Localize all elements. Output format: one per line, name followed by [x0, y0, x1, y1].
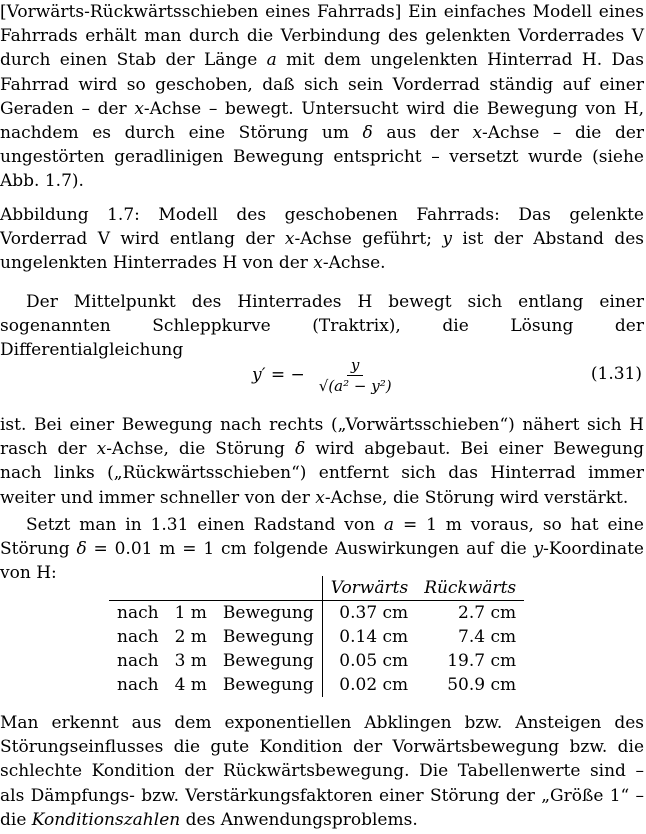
table-cell-forward: 0.37 cm [322, 601, 416, 626]
math-delta: δ [362, 123, 373, 144]
emphasis-term: Konditionszahlen [31, 809, 181, 830]
table-row [109, 601, 524, 626]
paragraph-condition-numbers: Man erkennt aus dem exponentiellen Abklingen bzw. Ansteigen des Störungseinflusses die gute Kondition der Vorwärtsbewegung bzw. die schlechte Kondition der Rückwärtsbewegung. Die Tabellenwerte sind – als Dämpfungs- bzw. Verstärkungsfaktoren einer Störung der „Größe 1“ – die Konditionszahlen des Anwendungsproblems. [0, 713, 644, 830]
table-cell: Bewegung [215, 601, 322, 626]
table-row [109, 649, 524, 673]
table-cell-forward: 0.02 cm [339, 675, 409, 695]
math-x: x [313, 253, 323, 274]
math-x: x [284, 229, 295, 250]
table-cell: nach [109, 601, 167, 626]
table-cell: 3 m [174, 651, 207, 671]
math-x: x [96, 439, 107, 460]
table-cell: Bewegung [215, 649, 322, 673]
math-delta: δ [76, 539, 87, 560]
table-cell: nach [117, 675, 159, 695]
equation-denominator: √(a² − y²) [318, 376, 392, 395]
table-cell: 4 m [174, 675, 207, 695]
table-row [109, 625, 524, 649]
table-cell: 2 m [174, 627, 207, 647]
equation-number: (1.31) [590, 364, 642, 384]
math-x: x [134, 98, 144, 119]
paragraph-forward-backward: ist. Bei einer Bewegung nach rechts („Vorwärtsschieben“) nähert sich H rasch der x-Achse, die Störung δ wird abgebaut. Bei einer Bewegung nach links („Rückwärtsschieben“) entfernt sich das Hinterrad immer weiter und immer schneller von der x-Achse, die Störung wird verstärkt. [0, 415, 644, 508]
math-a: a [383, 515, 395, 535]
table-cell: 1 m [167, 601, 215, 626]
paragraph-wheelbase: Setzt man in 1.31 einen Radstand von a = 1 m voraus, so hat eine Störung δ = 0.01 m = 1 cm folgende Auswirkungen auf die y-Koordinate von H: [0, 515, 644, 584]
table-cell: nach [117, 627, 159, 647]
math-y: y [533, 539, 544, 560]
equation-numerator: y [347, 356, 363, 376]
table-header-blank [109, 576, 322, 601]
paragraph-tractrix: Der Mittelpunkt des Hinterrades H bewegt sich entlang einer sogenannten Schleppkurve (Traktrix), die Lösung der Differentialgleichung [0, 292, 644, 361]
table-cell-backward: 50.9 cm [447, 675, 517, 695]
table-header-row [109, 576, 524, 601]
table-cell: Bewegung [215, 673, 322, 697]
math-a: a [266, 50, 277, 71]
equation-1-31 [0, 351, 646, 401]
equation-lhs: y′ = − [252, 365, 305, 385]
table-row [109, 673, 524, 697]
table-cell-forward: 0.14 cm [339, 627, 409, 647]
table-header-backward: Rückwärts [424, 578, 517, 598]
table-header-forward: Vorwärts [330, 578, 409, 598]
table-cell-forward: 0.05 cm [339, 651, 409, 671]
condition-table [109, 576, 524, 697]
math-delta: δ [294, 439, 306, 460]
math-x: x [472, 123, 483, 144]
table-cell: Bewegung [215, 625, 322, 649]
table-cell-backward: 2.7 cm [416, 601, 524, 626]
math-x: x [315, 487, 325, 508]
figure-caption: Abbildung 1.7: Modell des geschobenen Fahrrads: Das gelenkte Vorderrad V wird entlang der x-Achse geführt; y ist der Abstand des ungelenkten Hinterrades H von der x-Achse. [0, 205, 645, 274]
table-cell-backward: 19.7 cm [447, 651, 517, 671]
table-cell: nach [117, 651, 159, 671]
math-y: y [442, 229, 452, 250]
paragraph-lead: [Vorwärts-Rückwärtsschieben eines Fahrrads] [0, 2, 402, 22]
equation-body [252, 351, 392, 399]
paragraph-bicycle-model: [Vorwärts-Rückwärtsschieben eines Fahrrads] Ein einfaches Modell eines Fahrrads erhält man durch die Verbindung des gelenkten Vorderrades V durch einen Stab der Länge a mit dem ungelenkten Hinterrad H. Das Fahrrad wird so geschoben, daß sich sein Vorderrad ständig auf einer Geraden – der x-Achse – bewegt. Untersucht wird die Bewegung von H, nachdem es durch eine Störung um δ aus der x-Achse – die der ungestörten geradlinigen Bewegung entspricht – versetzt wurde (siehe Abb. 1.7). [0, 2, 645, 192]
equation-fraction [319, 356, 392, 395]
table-cell-backward: 7.4 cm [458, 627, 517, 647]
